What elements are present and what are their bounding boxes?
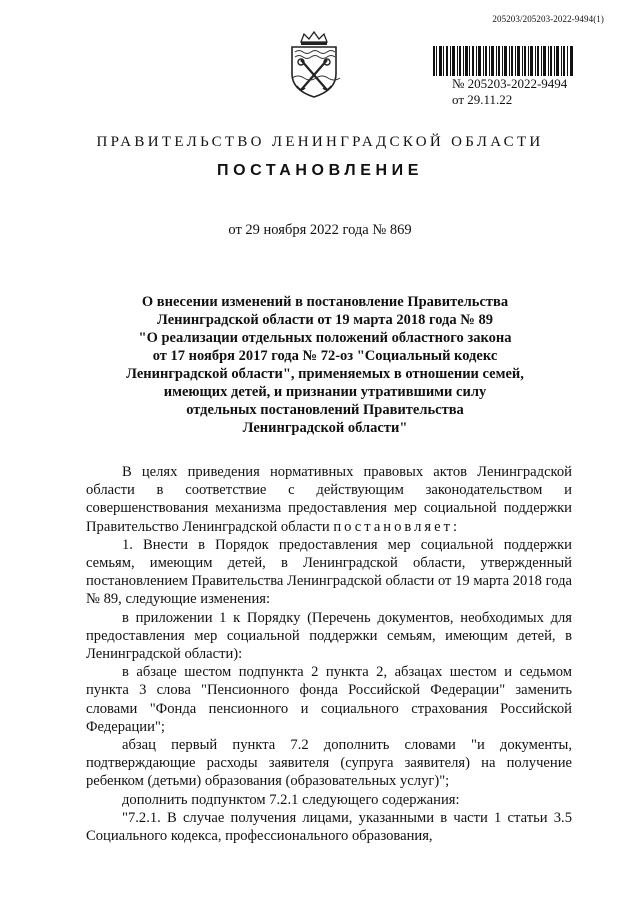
preamble-text: В целях приведения нормативных правовых актов Ленинградской области в соответствие с действующим законодательством и совершенствования механизма предоставления мер социальной поддержки Правительство Ленинградской области [86, 464, 572, 535]
government-name: ПРАВИТЕЛЬСТВО ЛЕНИНГРАДСКОЙ ОБЛАСТИ [96, 134, 544, 150]
coat-of-arms-icon [287, 30, 341, 100]
preamble-resolves: постановляет: [333, 518, 461, 535]
heading-line: Ленинградской области" [242, 420, 408, 436]
decree-heading [110, 293, 540, 437]
heading-line: от 17 ноября 2017 года № 72-оз "Социальный кодекс [152, 348, 498, 364]
paragraph-amendment-2: абзац первый пункта 7.2 дополнить словами "и документы, подтверждающие расходы заявителя (супруга заявителя) на получение ребенком (детьми) образования (образовательных услуг)"; [86, 737, 572, 790]
paragraph-amendment-1: в абзаце шестом подпункта 2 пункта 2, абзацах шестом и седьмом пункта 3 слова "Пенсионного фонда Российской Федерации" заменить словами "Фонда пенсионного и социального страхования Российской Федерации"; [86, 664, 572, 735]
heading-line: О внесении изменений в постановление Правительства [141, 294, 509, 310]
paragraph-appendix: в приложении 1 к Порядку (Перечень документов, необходимых для предоставления мер социальной поддержки семьям, имеющим детей, в Ленинградской области): [86, 609, 572, 663]
registration-block [452, 76, 567, 108]
decree-date-number: от 29 ноября 2022 года № 869 [228, 222, 412, 238]
heading-line: Ленинградской области", применяемых в отношении семей, [126, 366, 524, 382]
document-code: 205203/205203-2022-9494(1) [492, 14, 604, 24]
heading-line: имеющих детей, и признании утратившими силу [163, 384, 487, 400]
document-type: ПОСТАНОВЛЕНИЕ [216, 162, 423, 179]
heading-line: отдельных постановлений Правительства [186, 402, 464, 418]
paragraph-item-1: 1. Внести в Порядок предоставления мер социальной поддержки семьям, имеющим детей, в Ленинградской области, утвержденный постановлением Правительства Ленинградской области от 19 марта 2018 года № 89, следующие изменения: [86, 536, 572, 608]
heading-line: Ленинградской области от 19 марта 2018 года № 89 [157, 312, 493, 328]
paragraph-amendment-3: дополнить подпунктом 7.2.1 следующего содержания: [122, 791, 460, 808]
registration-date: от 29.11.22 [452, 92, 513, 107]
registration-number: № 205203-2022-9494 [452, 76, 568, 91]
heading-line: "О реализации отдельных положений областного закона [138, 330, 512, 346]
barcode-icon [433, 46, 573, 76]
paragraph-subitem: "7.2.1. В случае получения лицами, указанными в части 1 статьи 3.5 Социального кодекса, профессионального образования, [86, 809, 572, 845]
paragraph-preamble [86, 463, 572, 536]
decree-body [86, 463, 572, 845]
